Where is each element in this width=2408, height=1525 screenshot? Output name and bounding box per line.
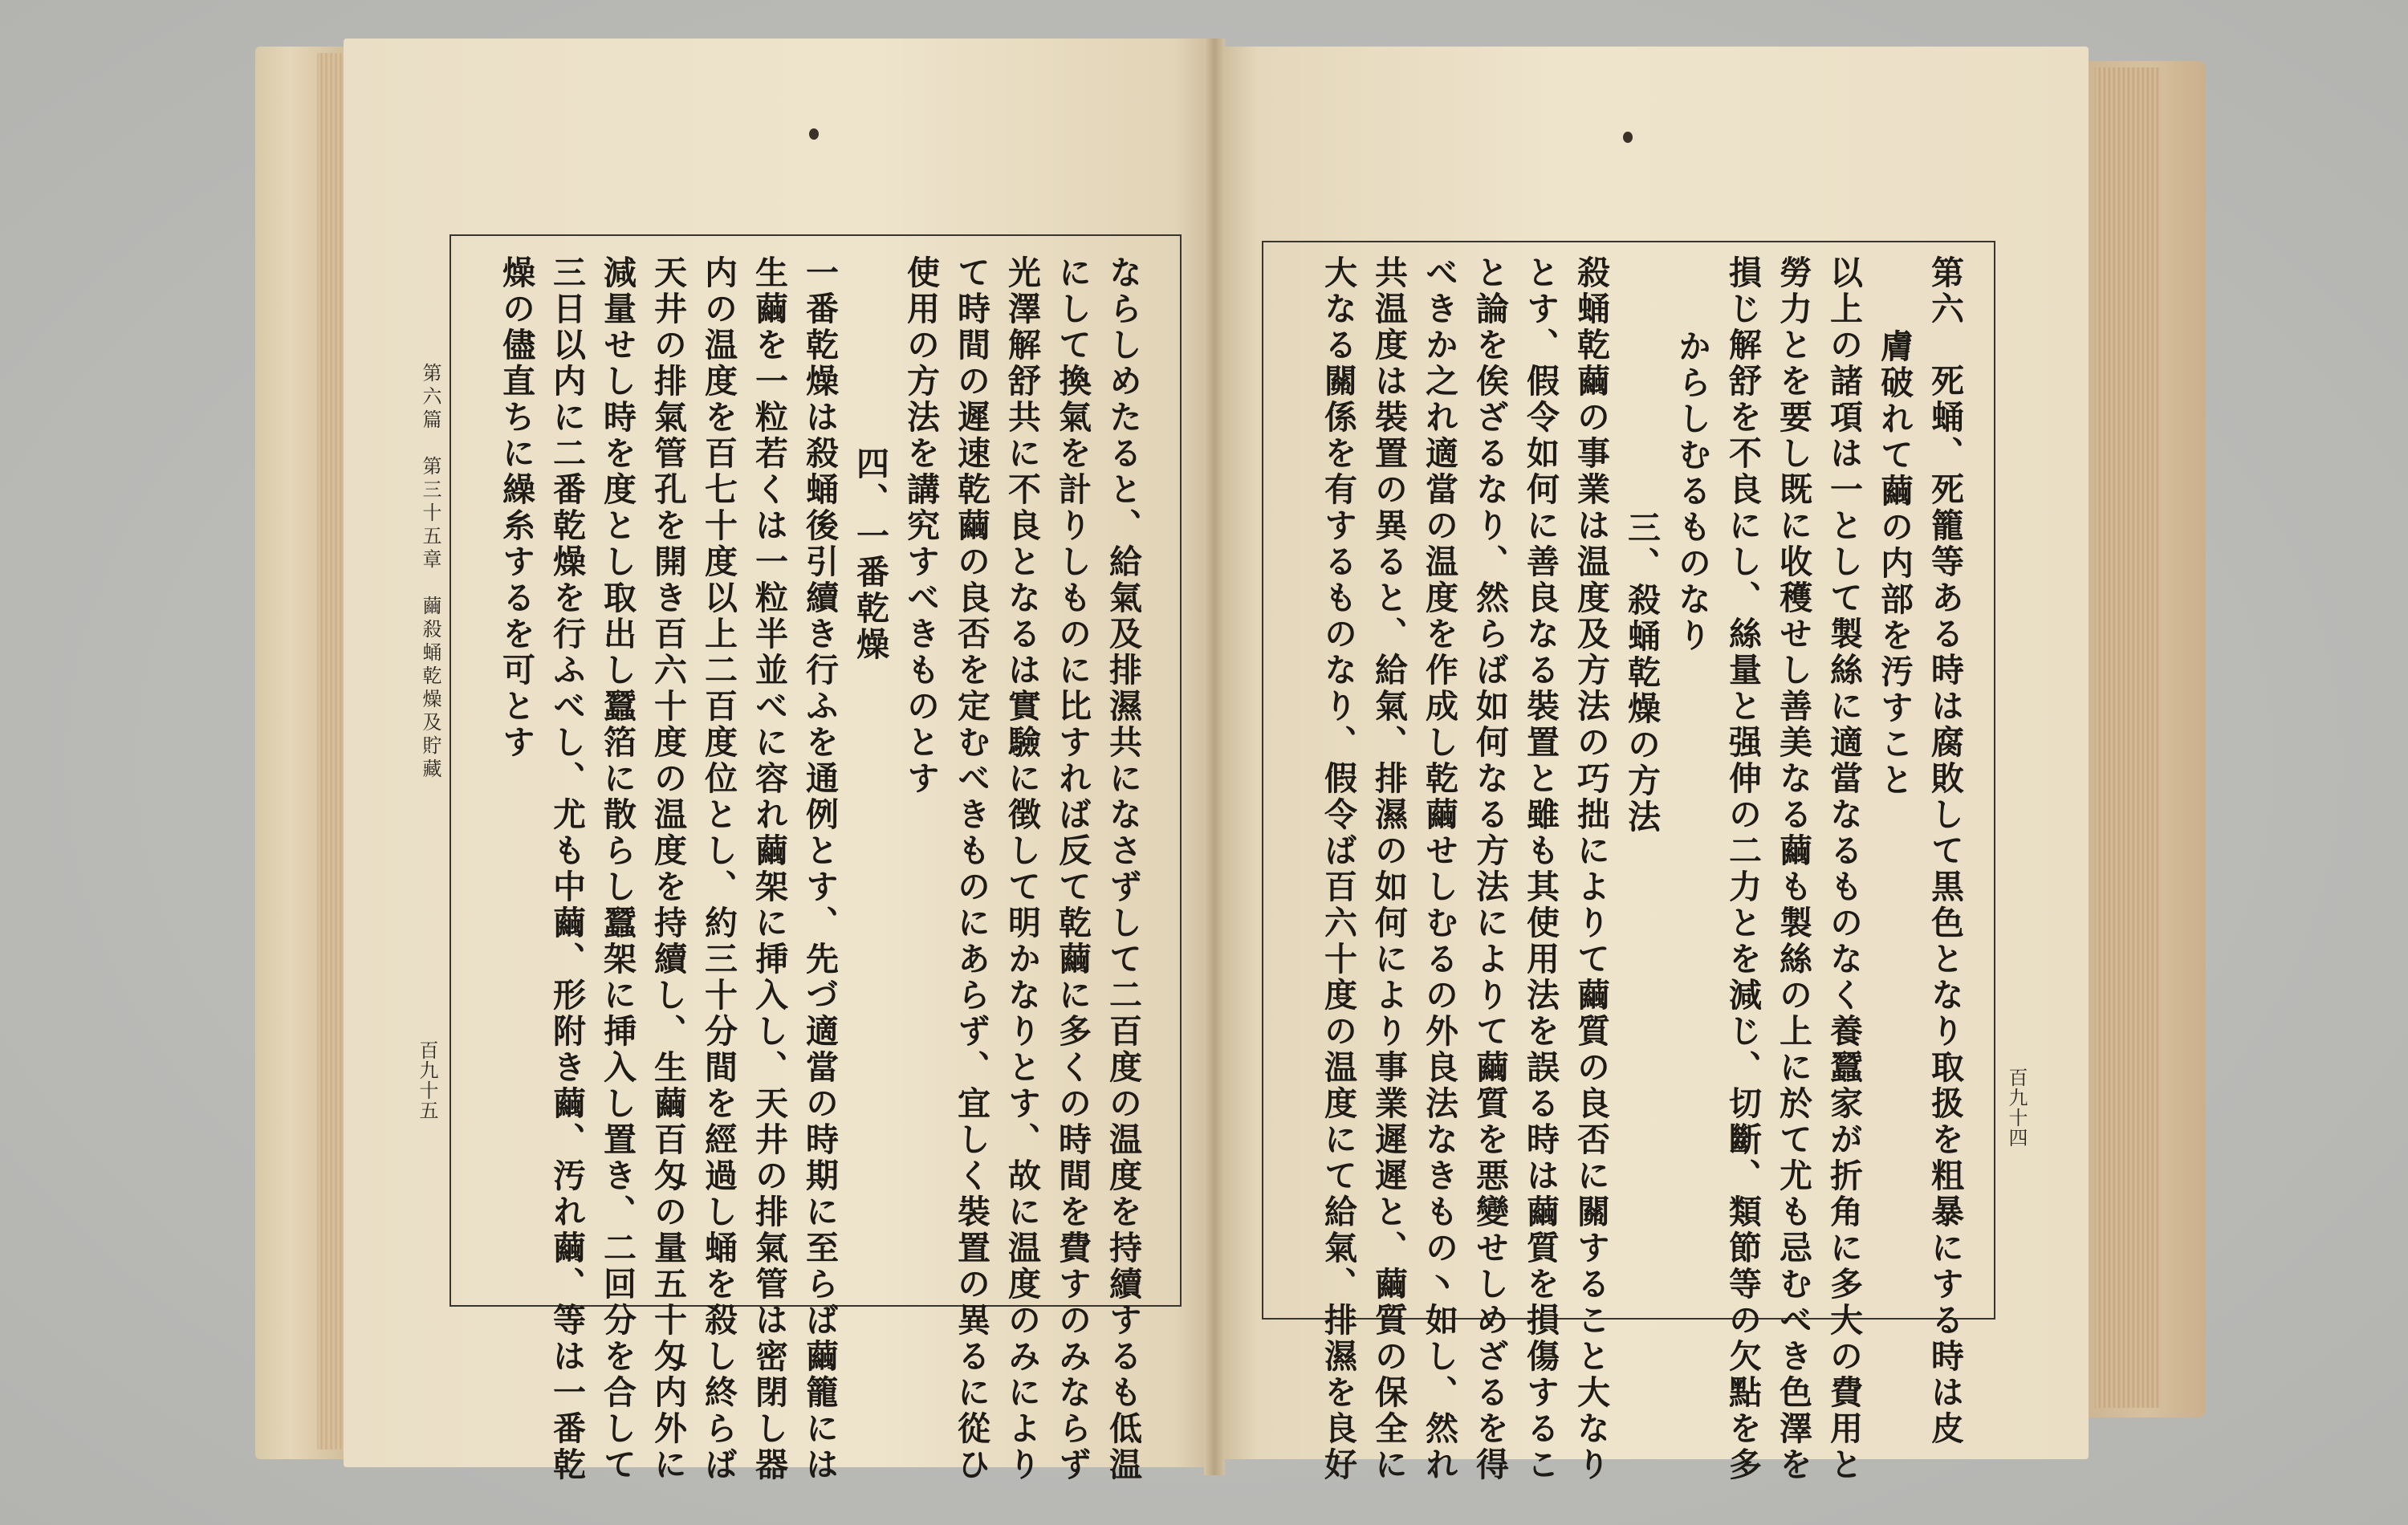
text-column: て時間の遲速乾繭の良否を定むべきものにあらず、宜しく裝置の異るに從ひ [952,255,990,1483]
text-column: 殺蛹乾繭の事業は温度及方法の巧拙によりて繭質の良否に關すること大なり [1572,255,1610,1483]
text-column: とす、假令如何に善良なる裝置と雖も其使用法を誤る時は繭質を損傷するこ [1521,255,1560,1483]
text-column: からしむるものなり [1673,329,1711,654]
text-column: べきか之れ適當の温度を作成し乾繭せしむるの外良法なきもの丶如し、然れ [1420,255,1458,1483]
text-column: 勞力とを要し既に收穫せし善美なる繭も製絲の上に於て尤も忌むべき色澤を [1774,255,1812,1483]
text-column: 光澤解舒共に不良となるは實驗に徴して明かなりとす、故に温度のみにより [1003,255,1041,1483]
text-column: 第六 死蛹、死籠等ある時は腐敗して黒色となり取扱を粗暴にする時は皮 [1926,255,1964,1447]
text-column: 天井の排氣管孔を開き百六十度の温度を持續し、生繭百匁の量五十匁内外に [649,255,687,1483]
book-gutter [1204,39,1225,1475]
text-column: 使用の方法を講究すべきものとす [901,255,940,797]
text-column: 膚破れて繭の内部を汚すこと [1875,329,1914,799]
text-column: 生繭を一粒若くは一粒半並べに容れ繭架に挿入し、天井の排氣管は密閉し器 [750,255,788,1483]
text-column: 共温度は裝置の異ると、給氣、排濕の如何により事業遲遲と、繭質の保全に [1369,255,1408,1483]
text-column: 一番乾燥は殺蛹後引續き行ふを通例とす、先づ適當の時期に至らば繭籠には [800,255,839,1483]
text-column: 以上の諸項は一として製絲に適當なるものなく養蠶家が折角に多大の費用と [1824,255,1863,1483]
text-column: と論を俟ざるなり、然らば如何なる方法によりて繭質を悪變せしめざるを得 [1470,255,1509,1483]
right-page-edges-inner [2095,67,2159,1408]
right-page-number: 百九十四 [2005,1068,2028,1148]
text-column: 大なる關係を有するものなり、假令ば百六十度の温度にて給氣、排濕を良好 [1319,255,1357,1483]
text-column: にして換氣を計りしものに比すれば反て乾繭に多くの時間を費すのみならず [1053,255,1092,1483]
left-running-header: 第六篇 第三十五章 繭殺蛹乾燥及貯藏 [419,363,441,782]
section-heading: 四、一番乾燥 [851,446,889,663]
text-column: 損じ解舒を不良にし、絲量と强伸の二力とを減じ、切斷、類節等の欠點を多 [1723,255,1762,1483]
binding-hole-left [809,128,819,140]
text-column: 三日以内に二番乾燥を行ふべし、尤も中繭、形附き繭、汚れ繭、等は一番乾 [547,255,586,1483]
text-column: ならしめたると、給氣及排濕共になさずして二百度の温度を持續するも低温 [1104,255,1142,1483]
text-column: 減量せし時を度とし取出し蠶箔に散らし蠶架に挿入し置き、二回分を合して [598,255,637,1483]
binding-hole-right [1623,132,1633,143]
text-column: 燥の儘直ちに繰糸するを可とす [497,255,535,761]
left-page-number: 百九十五 [416,1040,438,1120]
section-heading: 三、殺蛹乾燥の方法 [1622,510,1661,836]
text-column: 内の温度を百七十度以上二百度位とし、約三十分間を經過し蛹を殺し終らば [699,255,738,1483]
